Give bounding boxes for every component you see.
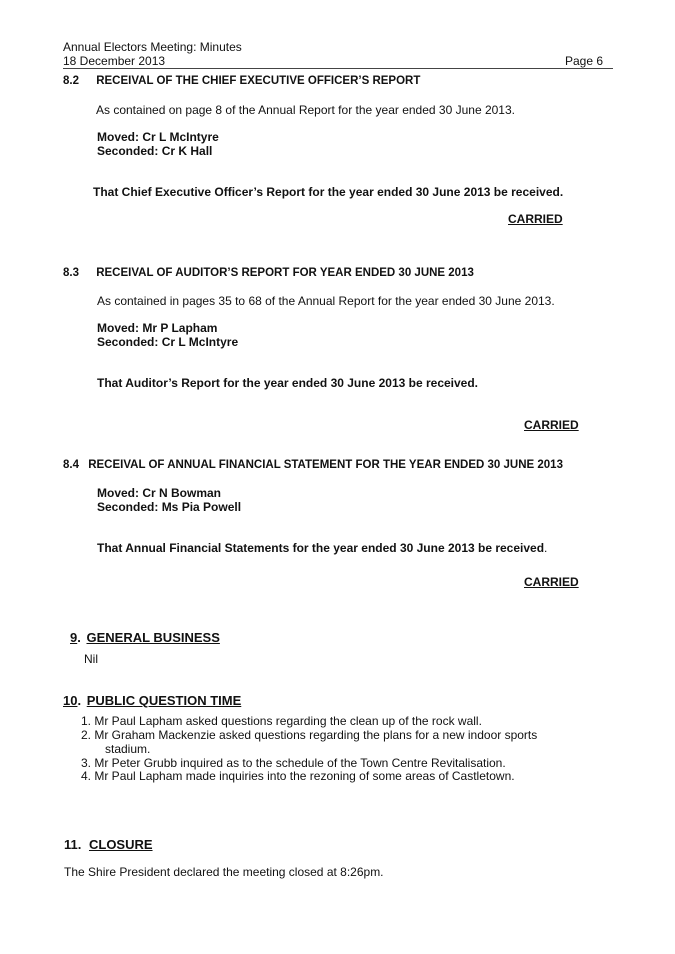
- seconded-value: : Ms Pia Powell: [154, 500, 242, 514]
- section-8-4-heading: [63, 459, 563, 471]
- question-item-continuation: stadium.: [105, 742, 151, 756]
- section-11-body: The Shire President declared the meeting closed at 8:26pm.: [64, 865, 384, 879]
- item-text: Mr Graham Mackenzie asked questions regarding the plans for a new indoor sports: [94, 728, 538, 742]
- section-10-heading: [63, 693, 241, 708]
- section-8-2-seconded: [97, 144, 212, 158]
- question-item: [81, 756, 506, 770]
- section-11-heading: [64, 837, 153, 852]
- section-8-4-moved: Moved: Cr N Bowman: [97, 486, 222, 500]
- section-8-2-heading: [63, 75, 420, 87]
- section-title: RECEIVAL OF ANNUAL FINANCIAL STATEMENT FOR THE YEAR ENDED 30 JUNE 2013: [88, 459, 563, 471]
- item-text: Mr Paul Lapham asked questions regarding the clean up of the rock wall.: [94, 714, 482, 728]
- seconded-value: : Cr L McIntyre: [154, 335, 239, 349]
- document-title: Annual Electors Meeting: Minutes: [63, 40, 242, 54]
- question-item: [81, 728, 537, 742]
- seconded-value: : Cr K Hall: [154, 144, 213, 158]
- section-title: GENERAL BUSINESS: [86, 630, 220, 645]
- resolution-end: .: [544, 541, 548, 555]
- section-8-2-result: CARRIED: [508, 212, 563, 226]
- seconded-label: Seconded: [97, 335, 155, 349]
- section-9-heading: [70, 630, 220, 645]
- item-text: Mr Peter Grubb inquired as to the schedule of the Town Centre Revitalisation.: [94, 756, 506, 770]
- section-dot: .: [77, 630, 81, 645]
- section-title: RECEIVAL OF THE CHIEF EXECUTIVE OFFICER’S REPORT: [96, 75, 421, 87]
- question-item: [81, 714, 482, 728]
- item-number: 1.: [81, 714, 92, 728]
- section-title: RECEIVAL OF AUDITOR’S REPORT FOR YEAR ENDED 30 JUNE 2013: [96, 267, 474, 279]
- section-number: 8.2: [63, 75, 79, 87]
- section-number: 8.4: [63, 459, 79, 471]
- question-item: [81, 769, 515, 783]
- section-number: 11.: [64, 837, 82, 852]
- section-number: 8.3: [63, 267, 79, 279]
- item-number: 4.: [81, 769, 92, 783]
- page-number: Page 6: [565, 54, 604, 68]
- section-8-3-result: CARRIED: [524, 418, 579, 432]
- section-8-3-resolution: That Auditor’s Report for the year ended 30 June 2013 be received.: [97, 376, 479, 390]
- section-8-2-resolution: That Chief Executive Officer’s Report for the year ended 30 June 2013 be received.: [93, 185, 564, 199]
- seconded-label: Seconded: [97, 144, 155, 158]
- resolution-text: That Annual Financial Statements for the year ended 30 June 2013 be received: [97, 541, 545, 555]
- section-number: 10: [63, 693, 78, 708]
- item-text: Mr Paul Lapham made inquiries into the rezoning of some areas of Castletown.: [94, 769, 515, 783]
- section-8-3-seconded: [97, 335, 238, 349]
- section-8-2-body: As contained on page 8 of the Annual Report for the year ended 30 June 2013.: [96, 103, 515, 117]
- section-8-3-moved: Moved: Mr P Lapham: [97, 321, 218, 335]
- item-number: 2.: [81, 728, 92, 742]
- section-number: 9: [70, 630, 78, 645]
- section-8-4-resolution: [97, 541, 547, 555]
- header-rule: [63, 68, 613, 69]
- section-9-body: Nil: [84, 652, 98, 666]
- item-number: 3.: [81, 756, 92, 770]
- section-title: CLOSURE: [88, 837, 153, 852]
- meeting-date: 18 December 2013: [63, 54, 166, 68]
- section-8-4-seconded: [97, 500, 241, 514]
- section-dot: .: [77, 693, 82, 708]
- section-8-2-moved: Moved: Cr L McIntyre: [97, 130, 219, 144]
- section-8-3-body: As contained in pages 35 to 68 of the Annual Report for the year ended 30 June 2013.: [97, 294, 555, 308]
- seconded-label: Seconded: [97, 500, 155, 514]
- section-title: PUBLIC QUESTION TIME: [86, 693, 242, 708]
- section-8-3-heading: [63, 267, 474, 279]
- section-8-4-result: CARRIED: [524, 575, 579, 589]
